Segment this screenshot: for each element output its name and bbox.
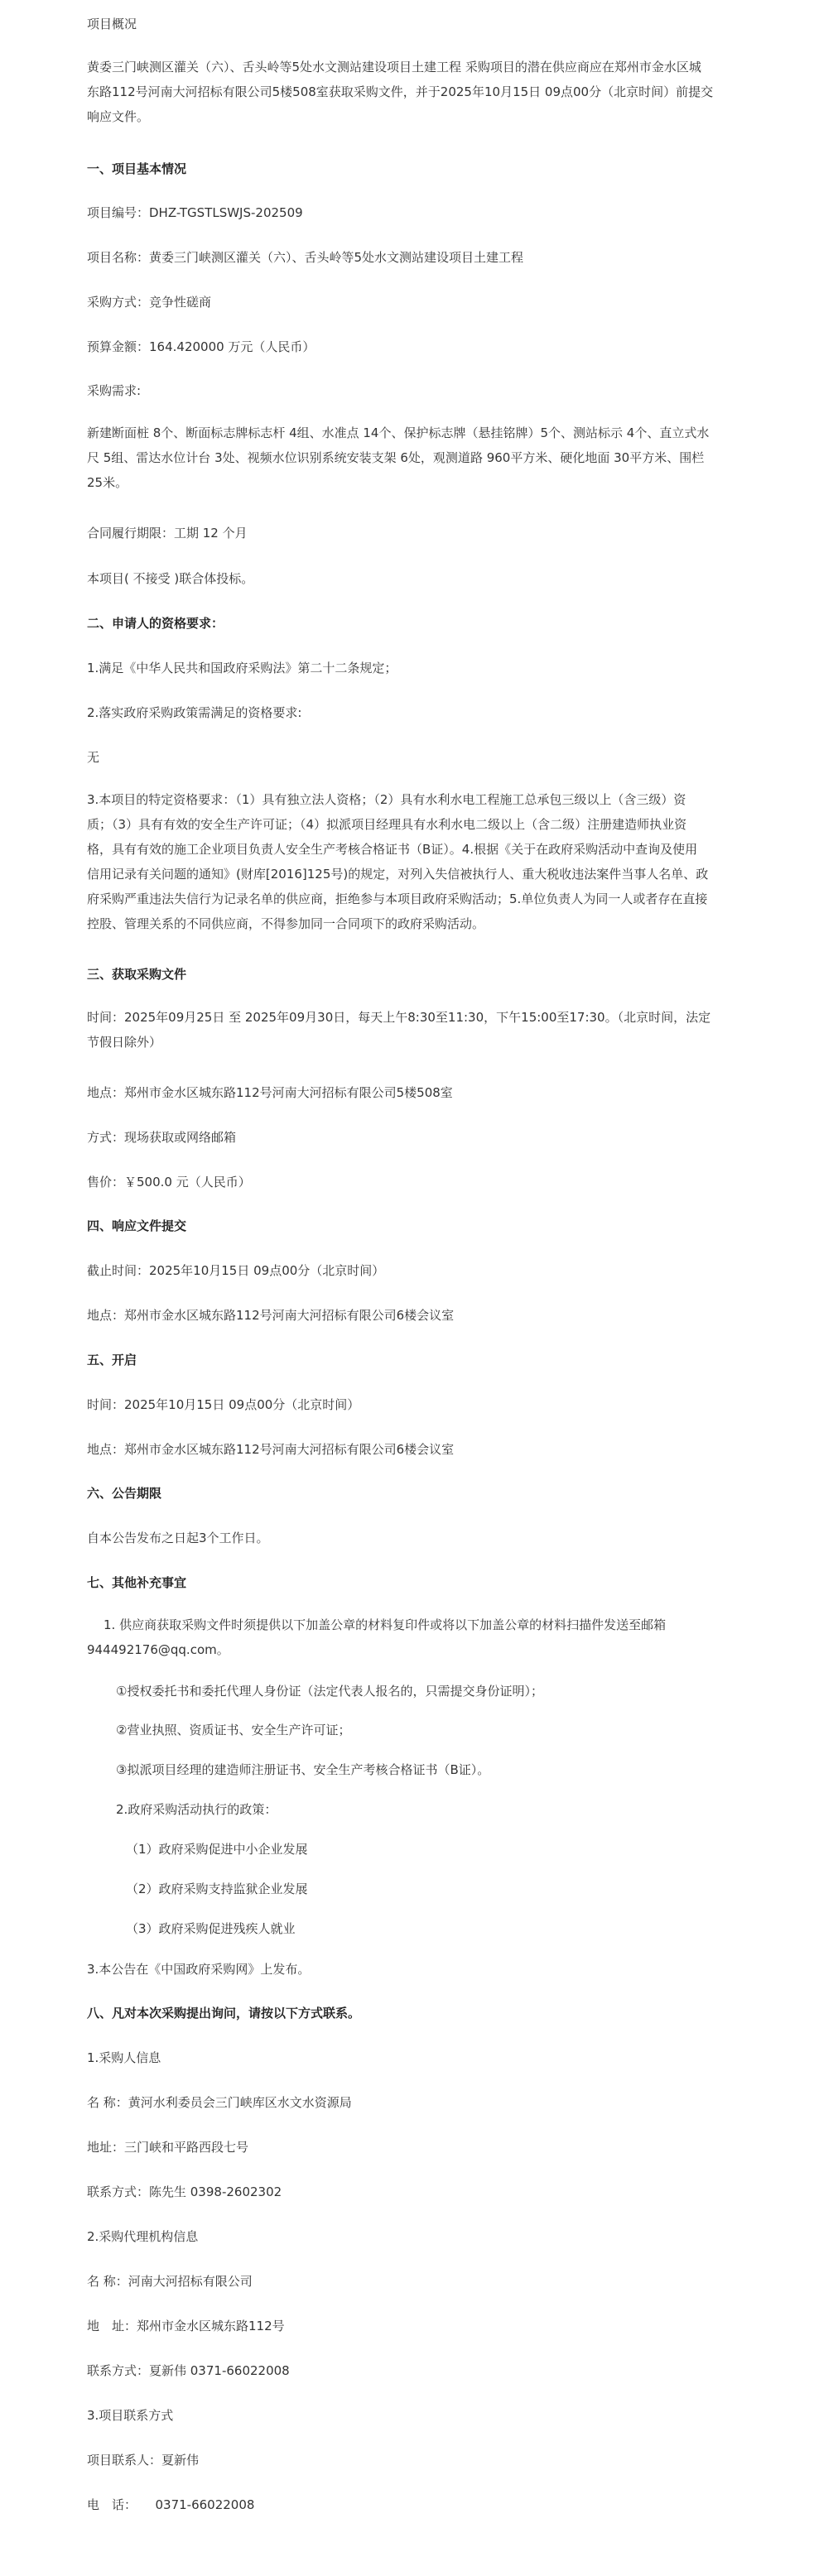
section-heading-contacts: 八、凡对本次采购提出询问，请按以下方式联系。: [87, 2006, 361, 2021]
agent-address: 地 址：郑州市金水区城东路112号: [87, 2319, 285, 2333]
overview-title: 项目概况: [87, 17, 137, 31]
obtain-time-line-2: 节假日除外）: [87, 1035, 162, 1050]
buyer-info-title: 1.采购人信息: [87, 2050, 161, 2065]
other-item-1-line-1: 1. 供应商获取采购文件时须提供以下加盖公章的材料复印件或将以下加盖公章的材料扫描件发送至邮箱: [104, 1617, 667, 1632]
section-heading-notice-period: 六、公告期限: [87, 1486, 162, 1501]
section-heading-obtain-documents: 三、获取采购文件: [87, 967, 187, 982]
submission-place: 地点：郑州市金水区城东路112号河南大河招标有限公司6楼会议室: [87, 1308, 455, 1323]
overview-line-1: 黄委三门峡测区灌关（六）、舌头岭等5处水文测站建设项目土建工程 采购项目的潜在供应商应在郑州市金水区城: [87, 60, 701, 74]
qualification-3-line-4: 信用记录有关问题的通知》(财库[2016]125号)的规定，对列入失信被执行人、重大税收违法案件当事人名单、政: [87, 867, 709, 882]
other-subitem-2: ②营业执照、资质证书、安全生产许可证；: [116, 1723, 351, 1737]
buyer-address: 地址：三门峡和平路西段七号: [87, 2140, 249, 2155]
obtain-method: 方式：现场获取或网络邮箱: [87, 1130, 237, 1145]
buyer-contact: 联系方式：陈先生 0398-2602302: [87, 2184, 282, 2199]
consortium-note: 本项目( 不接受 )联合体投标。: [87, 571, 254, 586]
other-item-2: 2.政府采购活动执行的政策：: [116, 1802, 277, 1817]
obtain-place: 地点：郑州市金水区城东路112号河南大河招标有限公司5楼508室: [87, 1085, 453, 1100]
requirements-line-3: 25米。: [87, 475, 128, 490]
other-subitem-3: ③拟派项目经理的建造师注册证书、安全生产考核合格证书（B证）。: [116, 1762, 490, 1777]
section-heading-basic-info: 一、项目基本情况: [87, 161, 187, 176]
notice-period-text: 自本公告发布之日起3个工作日。: [87, 1531, 269, 1545]
section-heading-submission: 四、响应文件提交: [87, 1218, 187, 1233]
requirements-line-1: 新建断面桩 8个、断面标志牌标志杆 4组、水准点 14个、保护标志牌（悬挂铭牌）5个、测站标示 4个、直立式水: [87, 425, 710, 440]
opening-place: 地点：郑州市金水区城东路112号河南大河招标有限公司6楼会议室: [87, 1442, 455, 1457]
qualification-3-line-1: 3.本项目的特定资格要求：（1）具有独立法人资格；（2）具有水利水电工程施工总承包三级以上（含三级）资: [87, 792, 686, 807]
procurement-method: 采购方式：竞争性磋商: [87, 295, 212, 310]
project-contact-title: 3.项目联系方式: [87, 2408, 174, 2423]
buyer-name: 名 称：黄河水利委员会三门峡库区水文水资源局: [87, 2095, 352, 2110]
submission-deadline: 截止时间：2025年10月15日 09点00分（北京时间）: [87, 1263, 385, 1278]
policy-1: （1）政府采购促进中小企业发展: [126, 1842, 308, 1857]
project-contact-person: 项目联系人：夏新伟: [87, 2453, 200, 2468]
overview-line-3: 响应文件。: [87, 109, 150, 124]
policy-2: （2）政府采购支持监狱企业发展: [126, 1882, 308, 1896]
contract-period: 合同履行期限：工期 12 个月: [87, 526, 248, 541]
section-heading-qualifications: 二、申请人的资格要求：: [87, 616, 224, 631]
section-heading-opening: 五、开启: [87, 1353, 137, 1367]
agent-name: 名 称：河南大河招标有限公司: [87, 2274, 253, 2289]
obtain-time-line-1: 时间：2025年09月25日 至 2025年09月30日，每天上午8:30至11:30，下午15:00至17:30。（北京时间，法定: [87, 1010, 711, 1025]
section-heading-other-matters: 七、其他补充事宜: [87, 1575, 187, 1590]
other-item-1-line-2: 944492176@qq.com。: [87, 1642, 229, 1657]
other-item-3: 3.本公告在《中国政府采购网》上发布。: [87, 1962, 311, 1977]
project-contact-phone: 电 话： 0371-66022008: [87, 2497, 255, 2512]
policy-3: （3）政府采购促进残疾人就业: [126, 1921, 296, 1936]
qualification-3-line-6: 控股、管理关系的不同供应商，不得参加同一合同项下的政府采购活动。: [87, 916, 485, 931]
project-name: 项目名称：黄委三门峡测区灌关（六）、舌头岭等5处水文测站建设项目土建工程: [87, 250, 524, 265]
agent-info-title: 2.采购代理机构信息: [87, 2229, 199, 2244]
qualification-3-line-3: 格，具有有效的施工企业项目负责人安全生产考核合格证书（B证）。4.根据《关于在政府采购活动中查询及使用: [87, 842, 698, 857]
qualification-1: 1.满足《中华人民共和国政府采购法》第二十二条规定；: [87, 661, 397, 675]
requirements-label: 采购需求:: [87, 383, 142, 398]
qualification-2: 2.落实政府采购政策需满足的资格要求:: [87, 705, 302, 720]
budget-amount: 预算金额：164.420000 万元（人民币）: [87, 339, 315, 354]
qualification-3-line-2: 质；（3）具有有效的安全生产许可证；（4）拟派项目经理具有水利水电二级以上（含二级）注册建造师执业资: [87, 817, 687, 832]
project-number: 项目编号：DHZ-TGSTLSWJS-202509: [87, 205, 303, 220]
opening-time: 时间：2025年10月15日 09点00分（北京时间）: [87, 1397, 360, 1412]
requirements-line-2: 尺 5组、雷达水位计台 3处、视频水位识别系统安装支架 6处，观测道路 960平方米、硬化地面 30平方米、围栏: [87, 450, 705, 465]
qualification-2-none: 无: [87, 750, 100, 765]
document-price: 售价：￥500.0 元（人民币）: [87, 1175, 251, 1189]
agent-contact: 联系方式：夏新伟 0371-66022008: [87, 2363, 290, 2378]
overview-line-2: 东路112号河南大河招标有限公司5楼508室获取采购文件，并于2025年10月15日 09点00分（北京时间）前提交: [87, 84, 714, 99]
qualification-3-line-5: 府采购严重违法失信行为记录名单的供应商，拒绝参与本项目政府采购活动；5.单位负责人为同一人或者存在直接: [87, 892, 708, 906]
other-subitem-1: ①授权委托书和委托代理人身份证（法定代表人报名的，只需提交身份证明）；: [116, 1684, 543, 1699]
